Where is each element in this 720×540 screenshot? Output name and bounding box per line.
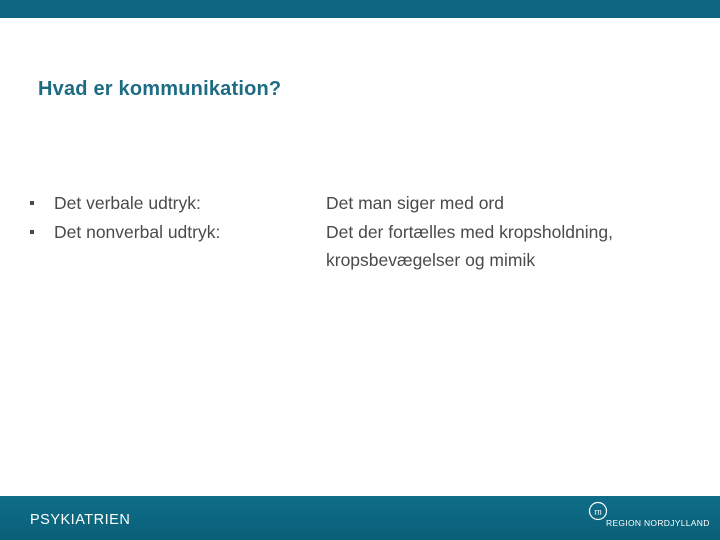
definition-line: kropsbevægelser og mimik: [326, 250, 536, 270]
bullet-list: [30, 189, 220, 247]
bullet-text: Det verbale udtryk:: [54, 193, 201, 213]
psykiatrien-logo: PSYKIATRIEN: [30, 512, 131, 528]
bullet-item: [30, 218, 220, 247]
slide-title: Hvad er kommunikation?: [38, 78, 282, 100]
bullet-marker: [30, 230, 34, 234]
definitions-column: [326, 189, 613, 275]
region-nordjylland-label: REGION NORDJYLLAND: [606, 518, 710, 528]
bullet-item: [30, 189, 220, 218]
definition-line: Det man siger med ord: [326, 193, 504, 213]
region-logo-icon: [588, 501, 608, 521]
top-accent-bar: [0, 0, 720, 18]
bullet-marker: [30, 201, 34, 205]
footer-bar: [0, 496, 720, 540]
definition-line: Det der fortælles med kropsholdning,: [326, 221, 613, 242]
region-logo-text: rn: [594, 506, 602, 517]
bullet-text: Det nonverbal udtryk:: [54, 222, 221, 242]
